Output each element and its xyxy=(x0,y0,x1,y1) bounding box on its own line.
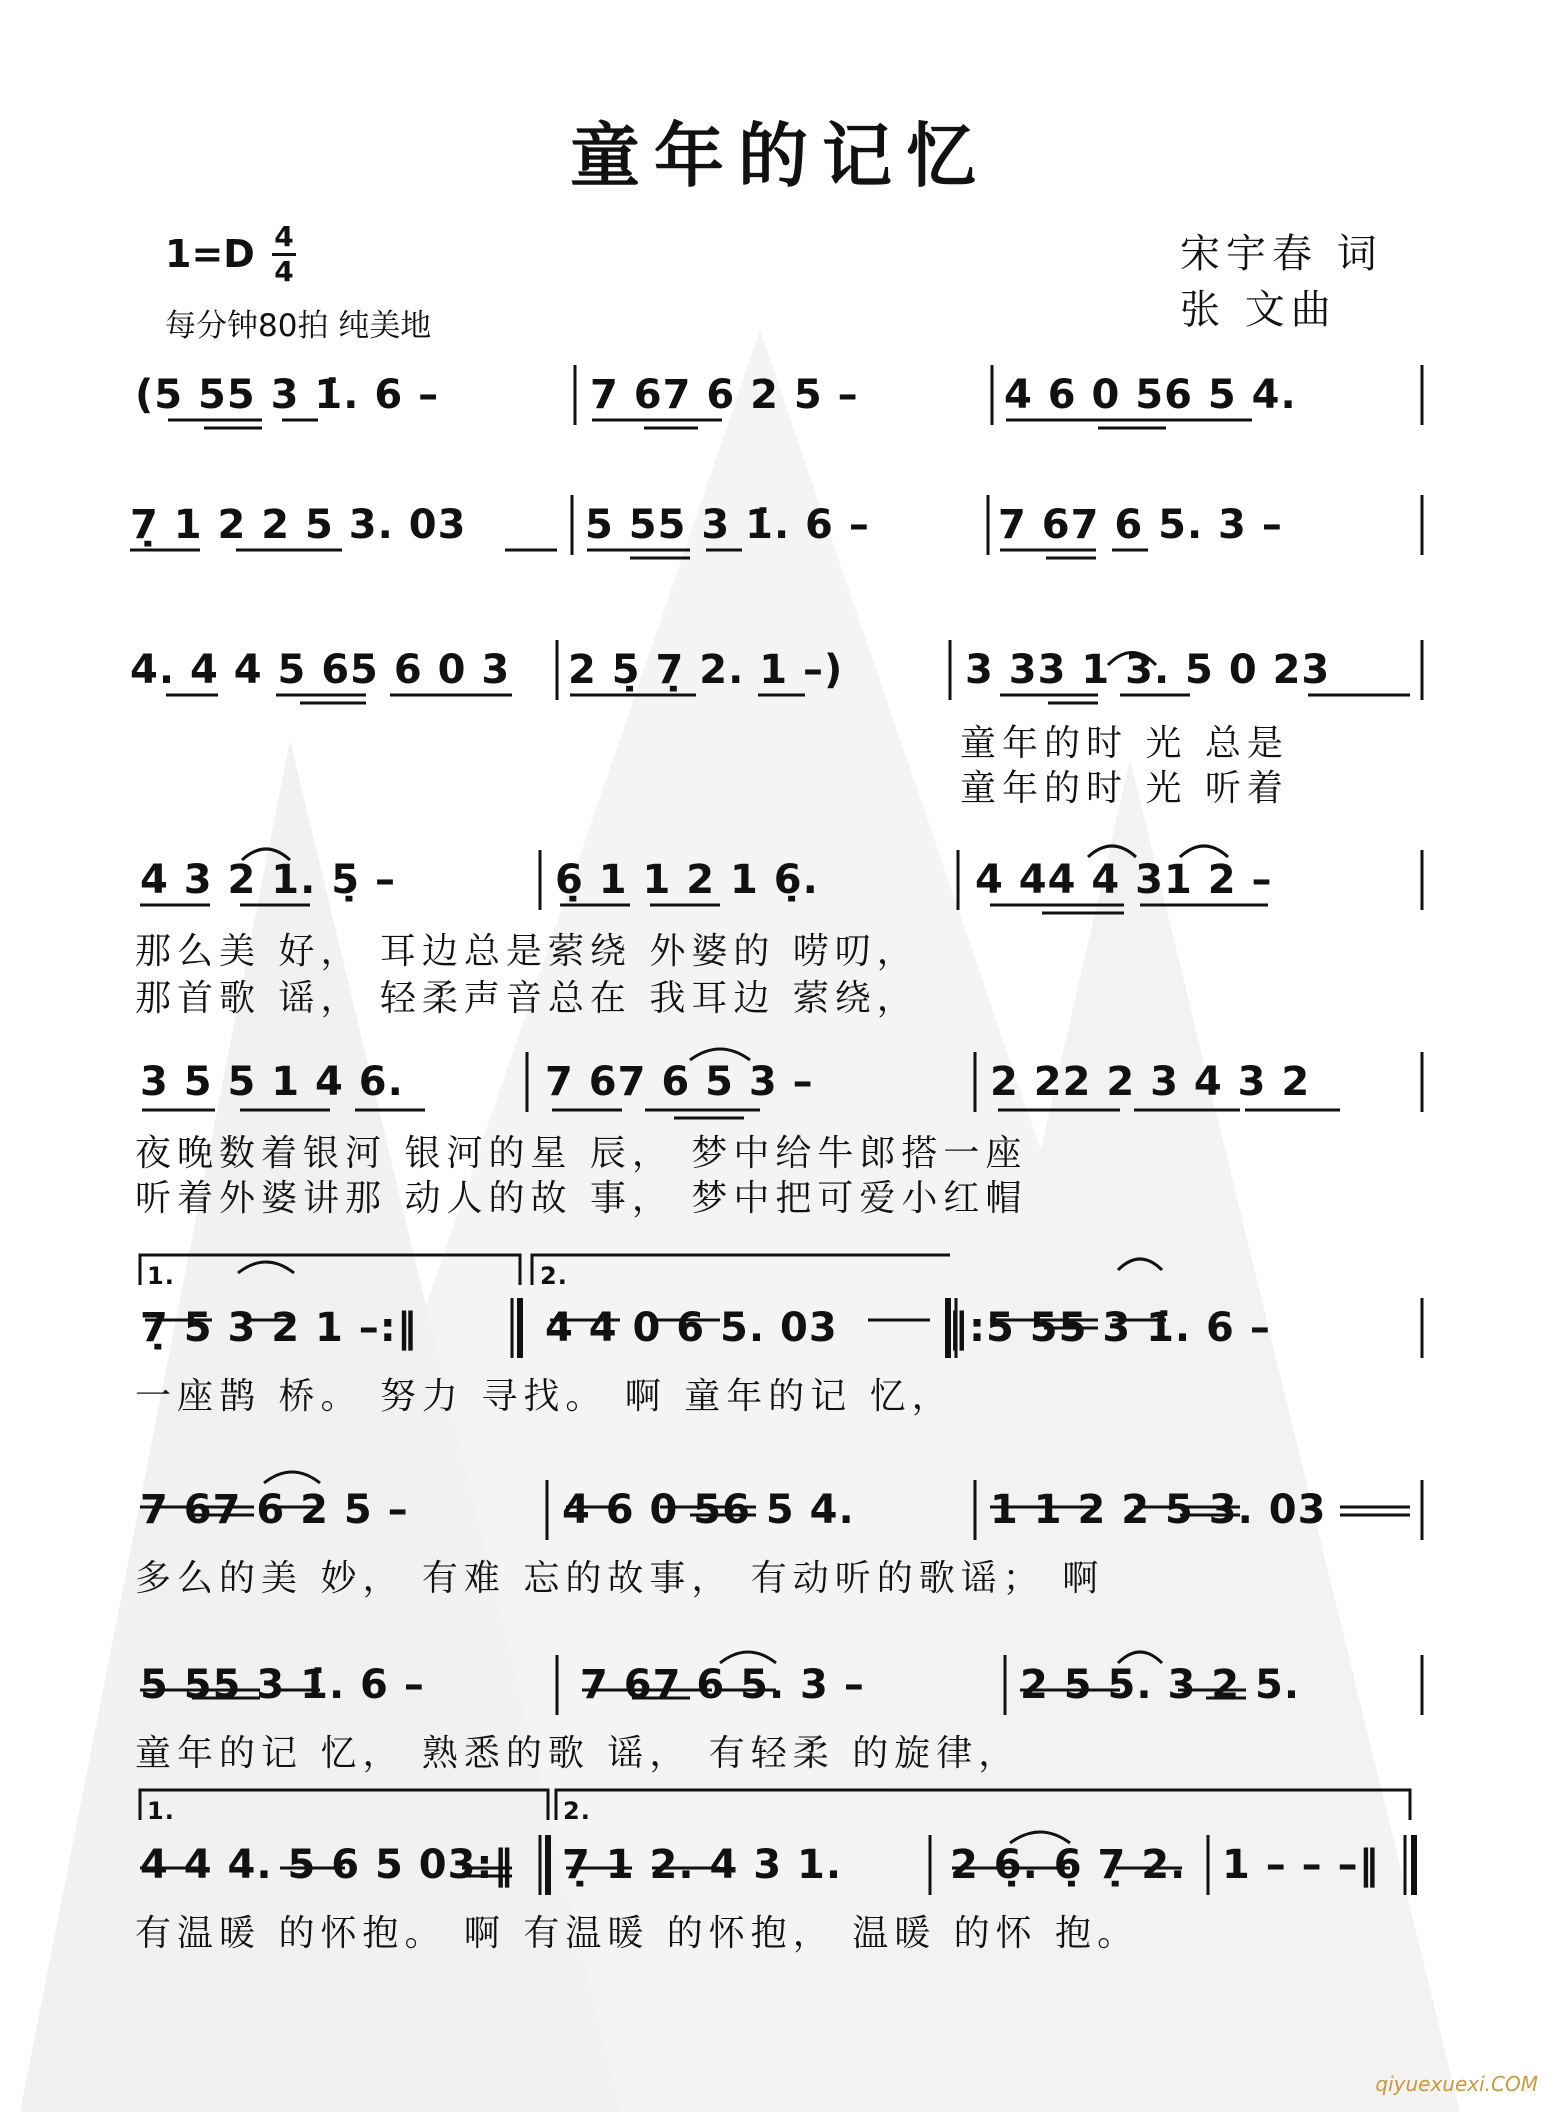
volta-label: 1. xyxy=(147,1797,175,1825)
measure: 7̣ 1 2 2 5 3. 03 xyxy=(130,502,467,548)
lyric-line: 童年的时 光 听着 xyxy=(960,768,1289,809)
lyric-line: 听着外婆讲那 动人的故 事， 梦中把可爱小红帽 xyxy=(135,1178,1028,1219)
measure: 3 33 1 3. 5 0 23 xyxy=(965,647,1331,693)
time-signature-bottom: 4 xyxy=(274,255,294,288)
measure: 7 67 6 2 5 – xyxy=(590,372,859,418)
measure: 1 1 2 2 5 3. 03 xyxy=(990,1487,1327,1533)
measure: 2 6̣. 6̣ 7̣ 2. xyxy=(950,1842,1187,1888)
lyricist-credit: 宋宇春 词 xyxy=(1180,231,1383,277)
lyric-line: 有温暖 的怀抱。 啊 有温暖 的怀抱， 温暖 的怀 抱。 xyxy=(135,1913,1140,1954)
measure: 7 67 6 5. 3 – xyxy=(998,502,1283,548)
measure: 4 44 4 31 2 – xyxy=(975,857,1273,903)
time-signature xyxy=(272,222,296,287)
measure: 1 – – –‖ xyxy=(1222,1842,1380,1888)
measure: ‖:5 55 3 1̇. 6 – xyxy=(948,1305,1271,1351)
lyric-line: 夜晚数着银河 银河的星 辰， 梦中给牛郎搭一座 xyxy=(135,1133,1028,1174)
measure: 3 5 5 1 4 6. xyxy=(140,1059,404,1105)
measure: 2 5 5. 3 2 5. xyxy=(1020,1662,1301,1708)
composer-credit: 张 文曲 xyxy=(1180,287,1337,333)
time-signature-top: 4 xyxy=(274,220,294,253)
lyric-line: 那么美 好， 耳边总是萦绕 外婆的 唠叨， xyxy=(135,931,919,972)
measure: 4. 4 4 5 65 6 0 3 xyxy=(130,647,511,693)
song-title: 童年的记忆 xyxy=(570,114,990,197)
measure: 2 22 2 3 4 3 2 xyxy=(990,1059,1311,1105)
measure: 5 55 3 1̇. 6 – xyxy=(140,1662,425,1708)
measure: 7̣ 1 2. 4 3 1. xyxy=(562,1842,843,1888)
measure: 7̣ 5 3 2 1 –:‖ xyxy=(140,1305,418,1351)
measure: 4 6 0 56 5 4. xyxy=(562,1487,855,1533)
measure: 2 5̣ 7̣ 2. 1 –) xyxy=(568,647,844,693)
key-signature: 1=D xyxy=(165,232,255,276)
measure: 7 67 6 2 5 – xyxy=(140,1487,409,1533)
lyric-line: 童年的时 光 总是 xyxy=(960,723,1289,764)
lyric-line: 童年的记 忆， 熟悉的歌 谣， 有轻柔 的旋律， xyxy=(135,1733,1021,1774)
volta-label: 2. xyxy=(540,1262,568,1290)
measure: 6̣ 1 1 2 1 6̣. xyxy=(555,857,819,903)
lyric-line: 多么的美 妙， 有难 忘的故事， 有动听的歌谣； 啊 xyxy=(135,1558,1105,1599)
volta-label: 2. xyxy=(563,1797,591,1825)
measure: 4 3 2 1. 5̣ – xyxy=(140,857,396,903)
measure: 7 67 6 5. 3 – xyxy=(580,1662,865,1708)
measure: 7 67 6 5 3 – xyxy=(545,1059,814,1105)
measure: 4 4 0 6 5. 03 xyxy=(545,1305,838,1351)
measure: 4 6 0 56 5 4. xyxy=(1004,372,1297,418)
measure: 5 55 3 1̇. 6 – xyxy=(585,502,870,548)
tempo-marking: 每分钟80拍 纯美地 xyxy=(165,308,432,344)
measure: 4 4 4. 5 6 5 03:‖ xyxy=(140,1842,515,1888)
watermark: qiyuexuexi.COM xyxy=(1375,2072,1538,2096)
volta-label: 1. xyxy=(147,1262,175,1290)
lyric-line: 一座鹊 桥。 努力 寻找。 啊 童年的记 忆， xyxy=(135,1376,954,1417)
lyric-line: 那首歌 谣， 轻柔声音总在 我耳边 萦绕， xyxy=(135,978,919,1019)
measure: (5 55 3 1̇. 6 – xyxy=(135,372,440,418)
